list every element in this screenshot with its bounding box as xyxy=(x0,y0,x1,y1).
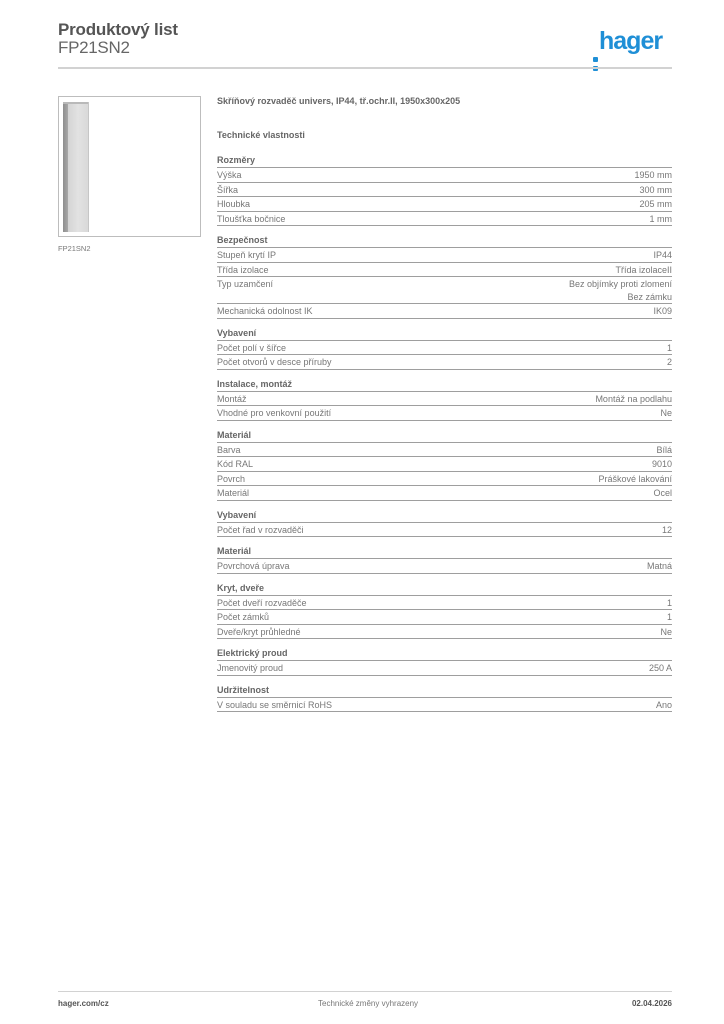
spec-value-line: 12 xyxy=(661,524,672,535)
spec-value xyxy=(598,473,672,486)
spec-section xyxy=(217,647,672,676)
spec-label: V souladu se směrnicí RoHS xyxy=(217,699,333,710)
specs-content xyxy=(217,96,672,720)
section-title: Materiál xyxy=(217,429,672,443)
spec-value xyxy=(667,342,672,355)
spec-label: Mechanická odolnost IK xyxy=(217,306,313,316)
spec-row xyxy=(217,248,672,263)
spec-value-line: Montáž na podlahu xyxy=(595,393,672,404)
section-title: Udržitelnost xyxy=(217,684,672,698)
spec-row xyxy=(217,698,672,713)
spec-value xyxy=(656,699,672,712)
spec-row xyxy=(217,559,672,574)
spec-label: Počet otvorů v desce příruby xyxy=(217,357,332,367)
header-product-code: FP21SN2 xyxy=(58,38,130,57)
spec-value xyxy=(656,444,672,457)
spec-row xyxy=(217,341,672,356)
footer-date: 02.04.2026 xyxy=(631,999,672,1008)
spec-row xyxy=(217,183,672,198)
section-title: Materiál xyxy=(217,545,672,559)
spec-row xyxy=(217,304,672,319)
spec-value-line: Bez objímky proti zlomení xyxy=(568,279,672,289)
spec-label: Montáž xyxy=(217,393,247,404)
spec-label: Vhodné pro venkovní použití xyxy=(217,408,332,418)
spec-section xyxy=(217,154,672,226)
spec-row xyxy=(217,486,672,501)
spec-value xyxy=(615,264,672,277)
spec-section xyxy=(217,378,672,421)
spec-value-line: 1 mm xyxy=(649,213,672,224)
spec-row xyxy=(217,457,672,472)
section-title: Rozměry xyxy=(217,154,672,168)
spec-section xyxy=(217,684,672,713)
spec-row xyxy=(217,625,672,640)
spec-value-line: Práškové lakování xyxy=(598,473,672,484)
spec-value xyxy=(639,184,672,197)
spec-section xyxy=(217,327,672,370)
spec-value-line: IK09 xyxy=(653,306,672,316)
spec-value-line: 250 A xyxy=(648,663,672,673)
spec-value-line: Ne xyxy=(660,408,672,418)
spec-label: Povrchová úprava xyxy=(217,561,290,571)
spec-row xyxy=(217,523,672,538)
spec-label: Počet řad v rozvaděči xyxy=(217,524,304,535)
spec-value-line: 300 mm xyxy=(639,184,672,195)
spec-label: Jmenovitý proud xyxy=(217,663,284,673)
spec-label: Hloubka xyxy=(217,199,251,209)
spec-label: Stupeň krytí IP xyxy=(217,250,277,260)
spec-label: Povrch xyxy=(217,473,246,484)
spec-value xyxy=(667,611,672,624)
spec-label: Počet polí v šířce xyxy=(217,342,287,353)
spec-value xyxy=(652,458,672,471)
section-title: Kryt, dveře xyxy=(217,582,672,596)
spec-value-line: 2 xyxy=(666,357,672,367)
spec-label: Materiál xyxy=(217,488,250,498)
header-title: Produktový list xyxy=(58,20,178,39)
spec-value xyxy=(660,626,672,639)
logo-text: hager xyxy=(599,27,663,55)
spec-label: Výška xyxy=(217,170,242,180)
section-title: Bezpečnost xyxy=(217,234,672,248)
spec-row xyxy=(217,392,672,407)
hager-logo xyxy=(593,27,662,56)
spec-value-line: 205 mm xyxy=(639,199,672,209)
spec-value-line: Bez zámku xyxy=(627,291,672,302)
spec-value-line: 9010 xyxy=(651,459,672,469)
spec-sections xyxy=(217,154,672,712)
product-description: Skříňový rozvaděč univers, IP44, tř.ochr.II, 1950x300x205 xyxy=(217,96,461,106)
spec-value-line: Matná xyxy=(646,561,672,571)
spec-value xyxy=(639,198,672,211)
spec-row xyxy=(217,406,672,421)
spec-value xyxy=(653,249,672,262)
spec-row xyxy=(217,472,672,487)
spec-value-line: Ocel xyxy=(653,488,672,498)
spec-label: Typ uzamčení xyxy=(217,279,274,289)
spec-value-line: IP44 xyxy=(653,250,672,260)
spec-value xyxy=(650,213,673,226)
product-image-caption: FP21SN2 xyxy=(58,244,91,253)
spec-section xyxy=(217,545,672,574)
spec-value xyxy=(667,356,672,369)
spec-value-line: Třída izolaceII xyxy=(615,264,672,275)
spec-row xyxy=(217,443,672,458)
cabinet-illustration-icon xyxy=(63,102,88,232)
footer-website[interactable]: hager.com/cz xyxy=(58,999,109,1008)
spec-label: Počet dveří rozvaděče xyxy=(217,597,307,608)
spec-row xyxy=(217,277,672,304)
section-title: Vybavení xyxy=(217,327,672,341)
spec-value-line: 1950 mm xyxy=(634,170,672,180)
spec-value-line: Bílá xyxy=(656,444,672,455)
spec-value-line: 1 xyxy=(666,597,672,608)
spec-value xyxy=(649,662,672,675)
spec-row xyxy=(217,263,672,278)
spec-value xyxy=(660,407,672,420)
spec-value-line: 1 xyxy=(666,342,672,353)
spec-section xyxy=(217,509,672,538)
spec-value xyxy=(653,487,672,500)
spec-label: Tloušťka bočnice xyxy=(217,213,286,224)
spec-section xyxy=(217,234,672,319)
footer-divider xyxy=(58,991,672,992)
section-title: Elektrický proud xyxy=(217,647,672,661)
spec-section xyxy=(217,582,672,640)
spec-label: Třída izolace xyxy=(217,264,269,275)
spec-section xyxy=(217,429,672,501)
spec-value xyxy=(667,597,672,610)
spec-label: Barva xyxy=(217,444,241,455)
spec-label: Počet zámků xyxy=(217,612,270,622)
footer-note: Technické změny vyhrazeny xyxy=(318,999,419,1008)
spec-value xyxy=(653,305,672,318)
spec-value xyxy=(662,524,672,537)
spec-row xyxy=(217,168,672,183)
spec-label: Šířka xyxy=(217,184,239,195)
header-divider xyxy=(58,67,672,69)
spec-row xyxy=(217,197,672,212)
spec-value xyxy=(647,560,672,573)
spec-value-line: Ano xyxy=(655,699,672,710)
section-title: Instalace, montáž xyxy=(217,378,672,392)
spec-row xyxy=(217,661,672,676)
spec-value-line: Ne xyxy=(660,626,672,637)
spec-row xyxy=(217,355,672,370)
section-title: Vybavení xyxy=(217,509,672,523)
spec-value xyxy=(634,169,672,182)
spec-row xyxy=(217,212,672,227)
spec-label: Kód RAL xyxy=(217,459,254,469)
spec-value-line: 1 xyxy=(666,612,672,622)
product-image xyxy=(58,96,201,237)
spec-value xyxy=(595,393,672,406)
spec-row xyxy=(217,610,672,625)
spec-value xyxy=(569,278,672,303)
spec-label: Dveře/kryt průhledné xyxy=(217,626,301,637)
technical-properties-heading: Technické vlastnosti xyxy=(217,130,305,140)
spec-row xyxy=(217,596,672,611)
